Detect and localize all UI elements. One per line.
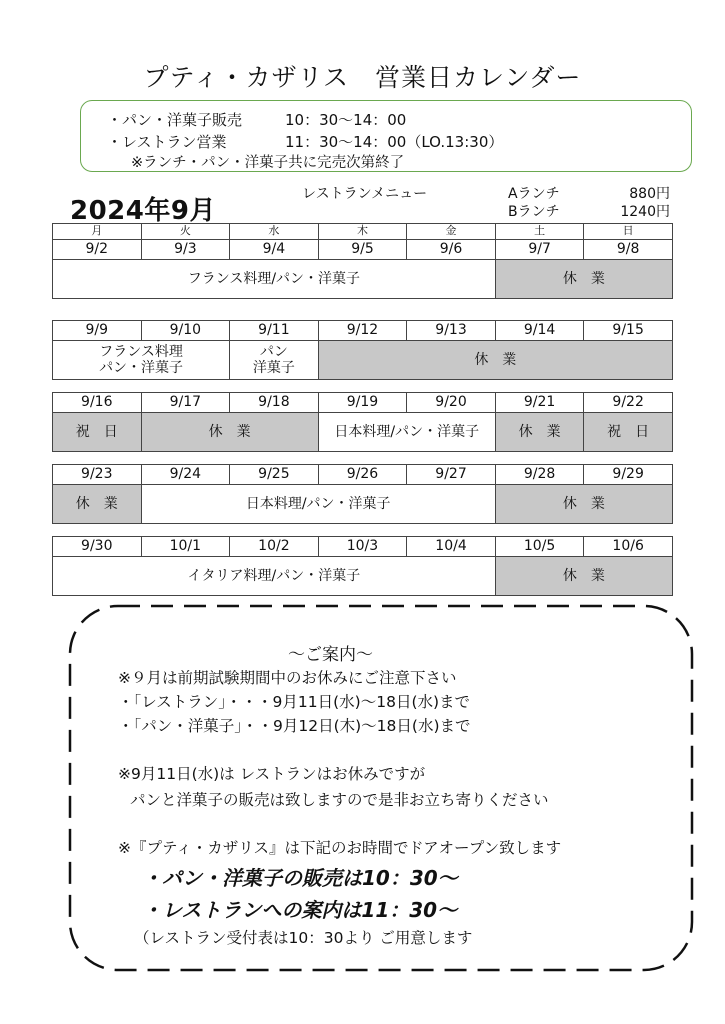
notice-line-3: ・「パン・洋菓子」・・9月12日(木)～18日(水)まで xyxy=(118,717,471,735)
date-cell: 9/18 xyxy=(230,393,319,413)
date-cell: 9/17 xyxy=(141,393,230,413)
weekday-label: 土 xyxy=(495,224,584,240)
weekday-label: 日 xyxy=(584,224,673,240)
weekday-label: 火 xyxy=(141,224,230,240)
date-cell: 9/16 xyxy=(53,393,142,413)
notice-line-5: パンと洋菓子の販売は致しますので是非お立ち寄りください xyxy=(130,791,549,809)
open-cell: イタリア料理/パン・洋菓子 xyxy=(53,557,496,596)
open-cell: パン 洋菓子 xyxy=(230,341,319,380)
weekday-label: 金 xyxy=(407,224,496,240)
lunch-a-price: 880円 xyxy=(629,186,670,202)
date-cell: 10/5 xyxy=(495,537,584,557)
restaurant-menu-title: レストランメニュー xyxy=(302,186,428,202)
date-cell: 10/2 xyxy=(230,537,319,557)
date-cell: 9/26 xyxy=(318,465,407,485)
date-cell: 10/4 xyxy=(407,537,496,557)
date-cell: 9/4 xyxy=(230,240,319,260)
notice-line-9: （レストラン受付表は10：30より ご用意します xyxy=(134,929,473,947)
notice-line-2: ・「レストラン」・・・9月11日(水)～18日(水)まで xyxy=(118,693,471,711)
closed-cell: 祝 日 xyxy=(53,413,142,452)
date-cell: 9/6 xyxy=(407,240,496,260)
closed-cell: 祝 日 xyxy=(584,413,673,452)
closed-cell: 休 業 xyxy=(53,485,142,524)
date-cell: 9/3 xyxy=(141,240,230,260)
date-cell: 9/2 xyxy=(53,240,142,260)
date-cell: 9/27 xyxy=(407,465,496,485)
date-cell: 9/22 xyxy=(584,393,673,413)
notice-restaurant-open-time: ・レストランへの案内は11：30～ xyxy=(142,898,458,922)
weekday-label: 水 xyxy=(230,224,319,240)
date-cell: 9/9 xyxy=(53,321,142,341)
date-cell: 9/25 xyxy=(230,465,319,485)
notice-heading: ～ご案内～ xyxy=(288,645,373,665)
notice-line-6: ※『プティ・カザリス』は下記のお時間でドアオープン致します xyxy=(118,839,562,857)
date-cell: 9/21 xyxy=(495,393,584,413)
pan-hours-label: ・パン・洋菓子販売 xyxy=(107,111,243,129)
pan-hours-time: 10：30～14：00 xyxy=(285,111,407,129)
date-cell: 9/5 xyxy=(318,240,407,260)
closed-cell: 休 業 xyxy=(318,341,672,380)
open-cell: フランス料理 パン・洋菓子 xyxy=(53,341,230,380)
restaurant-hours-time: 11：30～14：00（LO.13:30） xyxy=(285,133,504,151)
closed-cell: 休 業 xyxy=(495,260,672,299)
lunch-b-name: Bランチ xyxy=(508,204,560,220)
notice-pan-open-time: ・パン・洋菓子の販売は10：30～ xyxy=(142,866,458,890)
date-cell: 9/7 xyxy=(495,240,584,260)
date-cell: 9/19 xyxy=(318,393,407,413)
weekday-label: 月 xyxy=(53,224,142,240)
date-cell: 9/13 xyxy=(407,321,496,341)
lunch-a-name: Aランチ xyxy=(508,186,560,202)
open-cell: 日本料理/パン・洋菓子 xyxy=(141,485,495,524)
closed-cell: 休 業 xyxy=(495,485,672,524)
date-cell: 10/1 xyxy=(141,537,230,557)
notice-line-4: ※9月11日(水)は レストランはお休みですが xyxy=(118,765,426,783)
date-cell: 10/3 xyxy=(318,537,407,557)
page-title: プティ・カザリス 営業日カレンダー xyxy=(143,63,582,92)
date-cell: 9/14 xyxy=(495,321,584,341)
closed-cell: 休 業 xyxy=(495,557,672,596)
open-cell: フランス料理/パン・洋菓子 xyxy=(53,260,496,299)
restaurant-hours-label: ・レストラン営業 xyxy=(107,133,227,151)
sold-out-note: ※ランチ・パン・洋菓子共に完売次第終了 xyxy=(131,155,405,171)
weekday-label: 木 xyxy=(318,224,407,240)
date-cell: 9/23 xyxy=(53,465,142,485)
date-cell: 9/10 xyxy=(141,321,230,341)
date-cell: 9/29 xyxy=(584,465,673,485)
notice-box xyxy=(68,604,694,972)
closed-cell: 休 業 xyxy=(495,413,584,452)
closed-cell: 休 業 xyxy=(141,413,318,452)
date-cell: 9/11 xyxy=(230,321,319,341)
date-cell: 10/6 xyxy=(584,537,673,557)
date-cell: 9/30 xyxy=(53,537,142,557)
open-cell: 日本料理/パン・洋菓子 xyxy=(318,413,495,452)
date-cell: 9/15 xyxy=(584,321,673,341)
date-cell: 9/8 xyxy=(584,240,673,260)
notice-line-1: ※９月は前期試験期間中のお休みにご注意下さい xyxy=(118,669,457,687)
date-cell: 9/28 xyxy=(495,465,584,485)
lunch-b-price: 1240円 xyxy=(620,204,670,220)
date-cell: 9/20 xyxy=(407,393,496,413)
month-heading: 2024年9月 xyxy=(70,196,216,226)
date-cell: 9/12 xyxy=(318,321,407,341)
date-cell: 9/24 xyxy=(141,465,230,485)
